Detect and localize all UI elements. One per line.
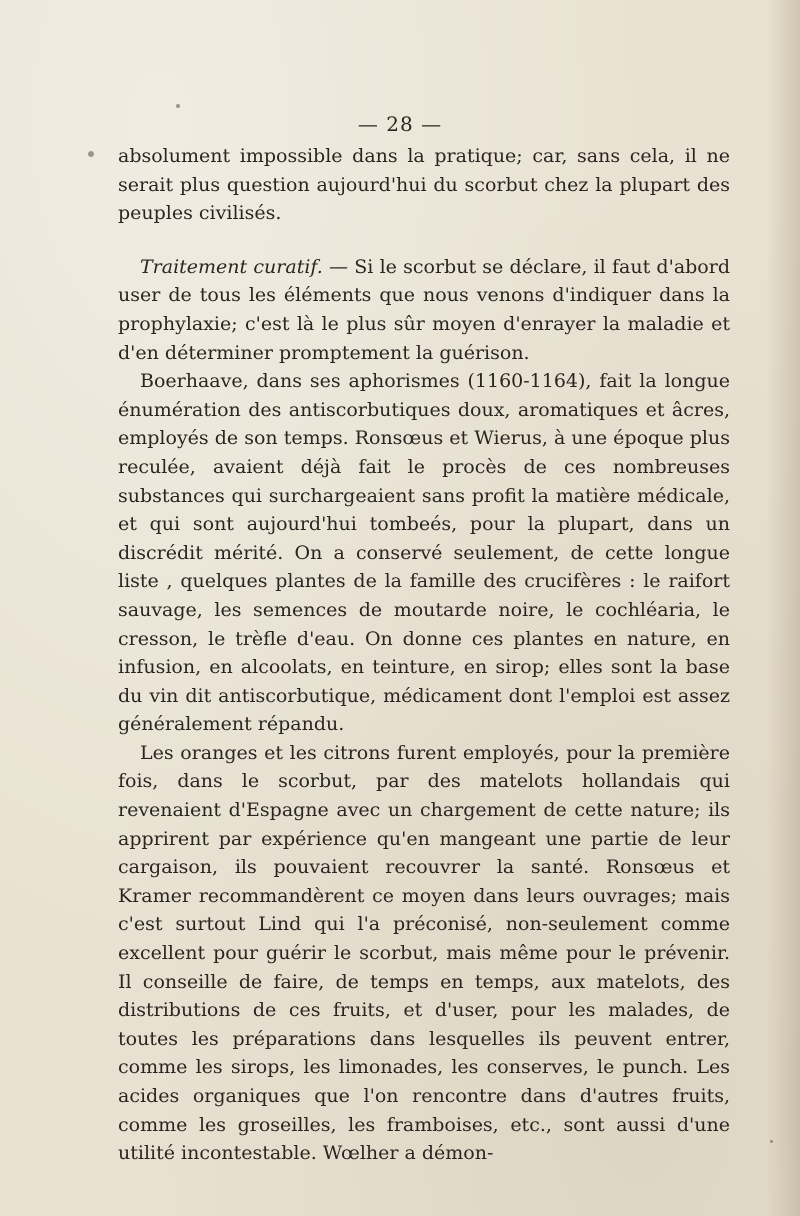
paragraph-3: Boerhaave, dans ses aphorismes (1160-1164), fait la longue énumération des antiscorbutiques doux, aromatiques et âcres, employés de son temps. Ronsœus et Wierus, à une époque plus reculée, avaient déjà fait le procès de ces nombreuses substances qui surchargeaient sans profit la matière médicale, et qui sont aujourd'hui tombeés, pour la plupart, dans un discrédit mérité. On a conservé seulement, de cette longue liste , quelques plantes de la famille des crucifères : le raifort sauvage, les semences de moutarde noire, le cochléaria, le cresson, le trèfle d'eau. On donne ces plantes en nature, en infusion, en alcoolats, en teinture, en sirop; elles sont la base du vin dit antiscorbutique, médicament dont l'emploi est assez généralement répandu. — [118, 370, 730, 736]
page-number: — 28 — — [357, 112, 443, 136]
section-title: Traitement curatif. — [140, 255, 323, 278]
body-text — [118, 142, 730, 1168]
ink-speck — [176, 104, 180, 108]
ink-speck — [88, 151, 94, 157]
page-edge-shadow — [766, 0, 800, 1216]
ink-speck — [770, 1140, 773, 1143]
paragraph-2-text: — Si le scorbut se déclare, il faut d'abord user de tous les éléments que nous venons d'indiquer dans la prophylaxie; c'est là le plus sûr moyen d'enrayer la maladie et d'en déterminer promptement la guérison. — [118, 255, 730, 364]
paragraph-1: absolument impossible dans la pratique; car, sans cela, il ne serait plus question aujourd'hui du scorbut chez la plupart des peuples civilisés. — [118, 145, 730, 225]
paragraph-4: Les oranges et les citrons furent employés, pour la première fois, dans le scorbut, par des matelots hollandais qui revenaient d'Espagne avec un chargement de cette nature; ils apprirent par expérience qu'en mangeant une partie de leur cargaison, ils pouvaient recouvrer la santé. Ronsœus et Kramer recommandèrent ce moyen dans leurs ouvrages; mais c'est surtout Lind qui l'a préconisé, non-seulement comme excellent pour guérir le scorbut, mais même pour le prévenir. Il conseille de faire, de temps en temps, aux matelots, des distributions de ces fruits, et d'user, pour les malades, de toutes les préparations dans lesquelles ils peuvent entrer, comme les sirops, les limonades, les conserves, le punch. Les acides organiques que l'on rencontre dans d'autres fruits, comme les groseilles, les framboises, etc., sont aussi d'une utilité incontestable. Wœlher a démon- — [118, 741, 730, 1165]
paragraph-2 — [118, 253, 730, 367]
